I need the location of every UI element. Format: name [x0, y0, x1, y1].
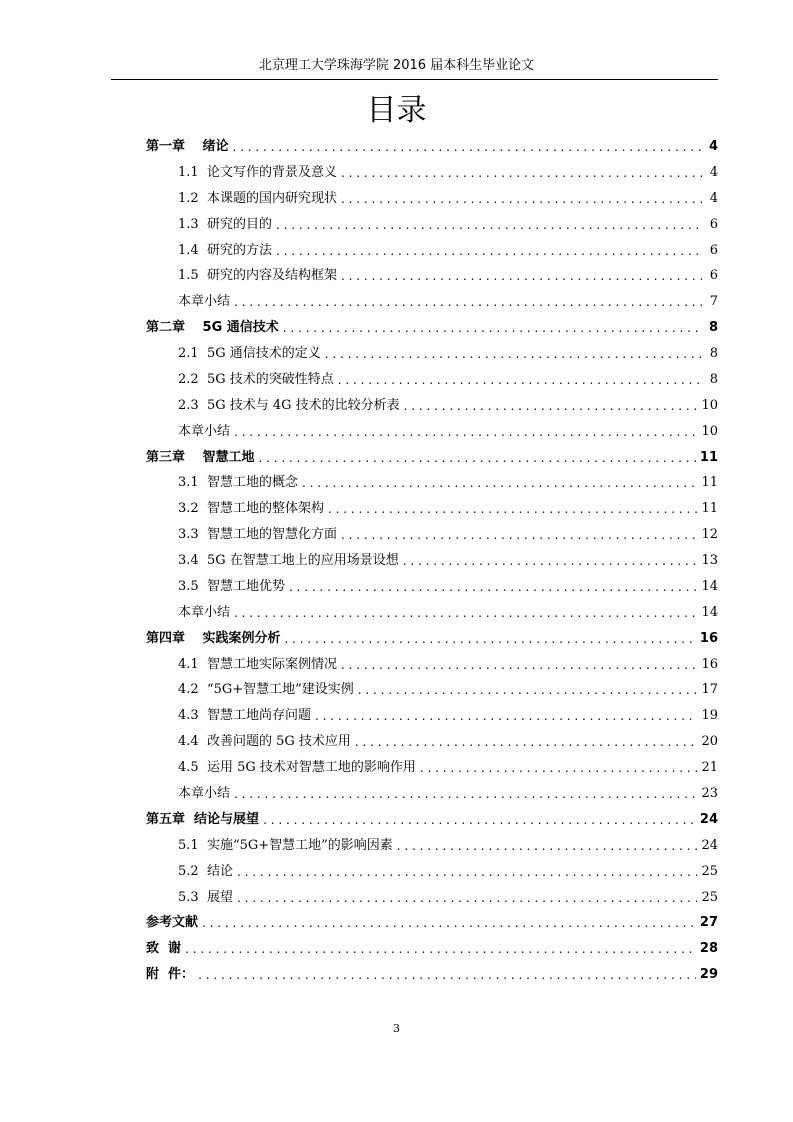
toc-chapter-entry[interactable]	[146, 134, 718, 156]
toc-entry-label: 1.1 论文写作的背景及意义	[178, 164, 337, 180]
toc-entry-label: 本章小结	[178, 786, 231, 801]
toc-dot-leader	[237, 863, 698, 881]
toc-entry-label: 4.2 “5G+智慧工地”建设实例	[178, 682, 354, 698]
toc-entry-label: 第四章 实践案例分析	[146, 630, 281, 646]
toc-dot-leader	[338, 371, 702, 389]
toc-entry-label: 参考文献	[146, 915, 199, 931]
toc-entry-label: 本章小结	[178, 604, 231, 620]
toc-entry-label: 第二章 5G 通信技术	[146, 320, 279, 336]
toc-entry-label: 4.1 智慧工地实际案例情况	[178, 656, 337, 672]
toc-section-entry[interactable]	[178, 367, 718, 389]
toc-entry-page: 24	[701, 837, 718, 853]
toc-dot-leader	[404, 397, 698, 415]
toc-entry-label: 3.1 智慧工地的概念	[178, 475, 298, 491]
toc-entry-label: 第一章 绪论	[146, 139, 229, 154]
toc-entry-page: 13	[701, 553, 718, 569]
toc-section-entry[interactable]	[178, 729, 718, 751]
toc-entry-label: 3.4 5G 在智慧工地上的应用场景设想	[178, 553, 399, 569]
toc-entry-label: 1.5 研究的内容及结构框架	[178, 268, 337, 284]
toc-dot-leader	[341, 190, 702, 208]
toc-chapter-entry[interactable]	[146, 962, 718, 984]
toc-section-entry[interactable]	[178, 600, 718, 622]
toc-dot-leader	[234, 423, 697, 441]
toc-chapter-entry[interactable]	[146, 626, 718, 648]
toc-entry-page: 6	[709, 268, 718, 284]
toc-entry-page: 24	[699, 811, 718, 827]
toc-chapter-entry[interactable]	[146, 936, 718, 958]
toc-entry-page: 20	[701, 734, 718, 750]
toc-entry-page: 25	[701, 863, 718, 879]
running-header: 北京理工大学珠海学院 2016 届本科生毕业论文	[258, 58, 535, 73]
toc-entry-page: 21	[701, 760, 718, 776]
toc-entry-label: 5.3 展望	[178, 889, 233, 905]
page-title: 目录	[366, 93, 427, 128]
toc-dot-leader	[341, 164, 702, 182]
toc-section-entry[interactable]	[178, 289, 718, 311]
toc-entry-page: 6	[709, 242, 718, 258]
toc-entry-label: 1.3 研究的目的	[178, 216, 272, 232]
toc-entry-page: 11	[699, 449, 718, 465]
toc-dot-leader	[341, 267, 702, 285]
toc-dot-leader	[259, 449, 696, 467]
toc-entry-page: 27	[699, 915, 718, 931]
toc-section-entry[interactable]	[178, 574, 718, 596]
toc-chapter-entry[interactable]	[146, 315, 718, 337]
toc-dot-leader	[263, 811, 696, 829]
toc-dot-leader	[355, 733, 698, 751]
toc-entry-label: 4.5 运用 5G 技术对智慧工地的影响作用	[178, 760, 416, 776]
toc-entry-label: 2.2 5G 技术的突破性特点	[178, 371, 334, 387]
toc-entry-label: 致 谢	[146, 941, 182, 957]
toc-dot-leader	[234, 604, 697, 622]
toc-section-entry[interactable]	[178, 186, 718, 208]
toc-section-entry[interactable]	[178, 859, 718, 881]
toc-entry-page: 4	[708, 139, 718, 154]
toc-section-entry[interactable]	[178, 522, 718, 544]
toc-entry-label: 2.1 5G 通信技术的定义	[178, 346, 321, 362]
toc-entry-page: 14	[701, 578, 718, 594]
toc-entry-page: 8	[709, 371, 718, 387]
toc-entry-label: 5.1 实施“5G+智慧工地”的影响因素	[178, 837, 393, 853]
toc-entry-label: 4.4 改善问题的 5G 技术应用	[178, 734, 351, 750]
toc-entry-page: 12	[701, 527, 718, 543]
toc-entry-label: 3.5 智慧工地优势	[178, 578, 285, 594]
toc-section-entry[interactable]	[178, 263, 718, 285]
toc-dot-leader	[202, 914, 696, 932]
toc-section-entry[interactable]	[178, 781, 718, 803]
toc-section-entry[interactable]	[178, 755, 718, 777]
toc-entry-page: 16	[701, 656, 718, 672]
toc-entry-label: 2.3 5G 技术与 4G 技术的比较分析表	[178, 397, 400, 413]
toc-section-entry[interactable]	[178, 341, 718, 363]
toc-section-entry[interactable]	[178, 238, 718, 260]
toc-dot-leader	[403, 552, 698, 570]
toc-dot-leader	[185, 940, 696, 958]
toc-entry-page: 4	[709, 164, 718, 180]
toc-entry-label: 本章小结	[178, 294, 231, 310]
toc-dot-leader	[237, 889, 698, 907]
toc-section-entry[interactable]	[178, 160, 718, 182]
toc-section-entry[interactable]	[178, 393, 718, 415]
toc-chapter-entry[interactable]	[146, 445, 718, 467]
toc-dot-leader	[341, 656, 698, 674]
toc-entry-label: 3.3 智慧工地的智慧化方面	[178, 527, 337, 543]
toc-entry-label: 1.2 本课题的国内研究现状	[178, 190, 337, 206]
toc-entry-label: 第五章 结论与展望	[146, 811, 260, 827]
toc-entry-label: 4.3 智慧工地尚存问题	[178, 708, 311, 724]
toc-section-entry[interactable]	[178, 212, 718, 234]
toc-entry-page: 7	[709, 294, 718, 310]
toc-dot-leader	[234, 785, 697, 803]
toc-entry-page: 25	[701, 889, 718, 905]
page-number: 3	[393, 1022, 400, 1035]
toc-dot-leader	[328, 500, 698, 518]
toc-entry-page: 14	[701, 604, 718, 620]
toc-dot-leader	[289, 578, 698, 596]
toc-entry-page: 23	[701, 786, 718, 801]
toc-dot-leader	[420, 759, 698, 777]
toc-dot-leader	[285, 630, 696, 648]
toc-chapter-entry[interactable]	[146, 910, 718, 932]
toc-section-entry[interactable]	[178, 548, 718, 570]
toc-section-entry[interactable]	[178, 703, 718, 725]
toc-chapter-entry[interactable]	[146, 807, 718, 829]
toc-dot-leader	[315, 707, 698, 725]
toc-section-entry[interactable]	[178, 652, 718, 674]
toc-section-entry[interactable]	[178, 885, 718, 907]
toc-dot-leader	[276, 242, 702, 260]
toc-entry-label: 1.4 研究的方法	[178, 242, 272, 258]
toc-entry-page: 8	[708, 320, 718, 336]
toc-entry-page: 28	[699, 941, 718, 957]
toc-dot-leader	[358, 681, 698, 699]
toc-entry-page: 17	[701, 682, 718, 698]
toc-entry-page: 29	[699, 967, 718, 983]
toc-dot-leader	[397, 837, 698, 855]
toc-entry-label: 附 件：	[146, 967, 195, 983]
toc-dot-leader	[234, 293, 702, 311]
toc-entry-label: 3.2 智慧工地的整体架构	[178, 501, 324, 517]
toc-dot-leader	[276, 216, 702, 234]
toc-entry-page: 10	[701, 397, 718, 413]
toc-section-entry[interactable]	[178, 677, 718, 699]
toc-dot-leader	[302, 474, 698, 492]
toc-dot-leader	[198, 966, 696, 984]
toc-entry-page: 4	[709, 190, 718, 206]
toc-dot-leader	[325, 345, 702, 363]
toc-entry-page: 11	[701, 501, 718, 517]
toc-entry-page: 10	[701, 423, 718, 439]
toc-section-entry[interactable]	[178, 496, 718, 518]
toc-entry-page: 6	[709, 216, 718, 232]
toc-dot-leader	[233, 138, 702, 156]
toc-entry-label: 本章小结	[178, 423, 231, 439]
toc-entry-label: 第三章 智慧工地	[146, 449, 255, 465]
toc-section-entry[interactable]	[178, 419, 718, 441]
toc-dot-leader	[283, 319, 702, 337]
toc-section-entry[interactable]	[178, 833, 718, 855]
toc-entry-page: 8	[709, 346, 718, 362]
toc-entry-page: 19	[701, 708, 718, 724]
toc-dot-leader	[341, 526, 698, 544]
toc-entry-page: 11	[701, 475, 718, 491]
toc-section-entry[interactable]	[178, 470, 718, 492]
toc-entry-label: 5.2 结论	[178, 863, 233, 879]
toc-entry-page: 16	[699, 630, 718, 646]
